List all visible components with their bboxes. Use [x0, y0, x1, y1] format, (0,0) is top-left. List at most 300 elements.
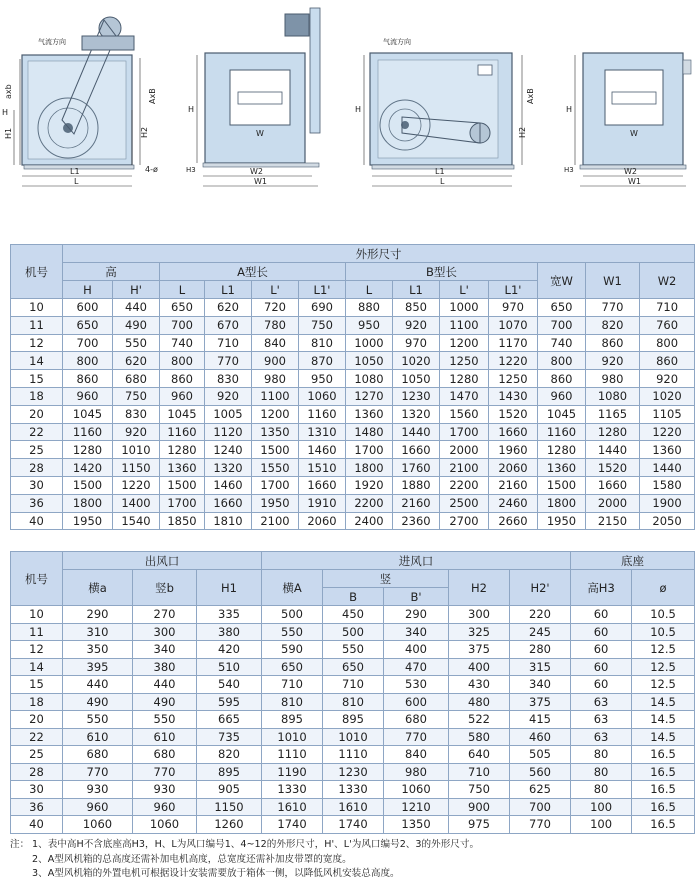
table-cell: 1850: [160, 512, 205, 530]
type-a-side-view: [2, 17, 158, 186]
table-cell: 2050: [640, 512, 695, 530]
table-cell: 1000: [440, 299, 489, 317]
table-cell: 1950: [63, 512, 113, 530]
table-cell: 550: [113, 334, 160, 352]
sub-B: B: [323, 588, 384, 606]
table-cell: 550: [262, 623, 323, 641]
table-cell: 960: [63, 387, 113, 405]
table-cell: 900: [449, 798, 510, 816]
table-cell: 800: [538, 352, 586, 370]
sub-A-L1-prime: L1': [299, 281, 346, 299]
table-cell: 1660: [393, 441, 440, 459]
table-cell: 950: [299, 370, 346, 388]
table-cell: 16.5: [632, 763, 695, 781]
table-cell: 895: [197, 763, 262, 781]
table-cell: 2100: [252, 512, 299, 530]
table-cell: 2000: [586, 494, 640, 512]
table-cell: 15: [11, 370, 63, 388]
table-row: [11, 641, 695, 659]
label-H-4: H: [566, 105, 573, 114]
table-cell: 610: [133, 728, 197, 746]
table-cell: 770: [63, 763, 133, 781]
table-cell: 1660: [586, 476, 640, 494]
table-cell: 530: [384, 676, 449, 694]
table-cell: 18: [11, 693, 63, 711]
table-cell: 270: [133, 606, 197, 624]
table-cell: 1550: [252, 459, 299, 477]
table-cell: 1240: [205, 441, 252, 459]
table-cell: 1010: [323, 728, 384, 746]
table-cell: 290: [63, 606, 133, 624]
table-cell: 800: [63, 352, 113, 370]
table-cell: 60: [571, 641, 632, 659]
table-cell: 12.5: [632, 658, 695, 676]
table-cell: 490: [63, 693, 133, 711]
table-cell: 800: [640, 334, 695, 352]
table-cell: 1230: [393, 387, 440, 405]
table-cell: 1360: [160, 459, 205, 477]
label-H-3: H: [355, 105, 362, 114]
table-cell: 1320: [393, 405, 440, 423]
table-cell: 650: [63, 316, 113, 334]
label-W2-1: W2: [250, 167, 263, 176]
label-H-1: H: [2, 108, 9, 117]
table-cell: 1160: [63, 423, 113, 441]
table-cell: 810: [262, 693, 323, 711]
table-cell: 500: [323, 623, 384, 641]
table-cell: 1220: [489, 352, 538, 370]
table-cell: 680: [63, 746, 133, 764]
sub-B-L1: L1: [393, 281, 440, 299]
table-cell: 650: [323, 658, 384, 676]
table-cell: 315: [510, 658, 571, 676]
table-cell: 895: [262, 711, 323, 729]
table-row: [11, 728, 695, 746]
table-cell: 460: [510, 728, 571, 746]
table-cell: 1100: [440, 316, 489, 334]
table-cell: 2500: [440, 494, 489, 512]
table-cell: 11: [11, 316, 63, 334]
table-cell: 1950: [538, 512, 586, 530]
table-cell: 975: [449, 816, 510, 834]
table-cell: 1610: [323, 798, 384, 816]
table-cell: 550: [63, 711, 133, 729]
table-cell: 420: [197, 641, 262, 659]
table-cell: 1660: [299, 476, 346, 494]
table-row: [11, 746, 695, 764]
label-H2-2: H2: [518, 126, 527, 138]
notes: [10, 838, 695, 882]
table-cell: 670: [205, 316, 252, 334]
table-cell: 63: [571, 711, 632, 729]
table-cell: 1700: [346, 441, 393, 459]
header-outlet: 出风口: [63, 552, 262, 570]
table-cell: 36: [11, 798, 63, 816]
table-cell: 340: [510, 676, 571, 694]
header-base: 底座: [571, 552, 695, 570]
table-cell: 920: [113, 423, 160, 441]
table-cell: 1280: [538, 441, 586, 459]
table-cell: 620: [113, 352, 160, 370]
notes-lead: 注：: [10, 839, 30, 850]
table-cell: 30: [11, 781, 63, 799]
table-cell: 1250: [489, 370, 538, 388]
table-row: [11, 676, 695, 694]
table-cell: 1250: [440, 352, 489, 370]
note-1: 1、表中高H不含底座高H3，H、L为风口编号1、4~12的外形尺寸，H'、L'为风口编号2、3的外形尺寸。: [32, 839, 480, 850]
label-W-1: W: [256, 129, 264, 138]
header-W1: W1: [586, 263, 640, 299]
table-cell: 950: [346, 316, 393, 334]
table-cell: 650: [262, 658, 323, 676]
table-cell: 750: [113, 387, 160, 405]
table-cell: 1230: [323, 763, 384, 781]
sub-A-L-prime: L': [252, 281, 299, 299]
table-cell: 820: [197, 746, 262, 764]
table-cell: 620: [205, 299, 252, 317]
table-cell: 1440: [640, 459, 695, 477]
table-cell: 830: [113, 405, 160, 423]
table-cell: 710: [323, 676, 384, 694]
label-airflow-1: 气流方向: [38, 38, 66, 46]
table-cell: 10.5: [632, 606, 695, 624]
table-cell: 60: [571, 658, 632, 676]
table-cell: 500: [262, 606, 323, 624]
table-cell: 1260: [197, 816, 262, 834]
table-cell: 2200: [346, 494, 393, 512]
table-cell: 1360: [640, 441, 695, 459]
table-row: [11, 711, 695, 729]
table-cell: 1740: [323, 816, 384, 834]
table-cell: 840: [252, 334, 299, 352]
table-cell: 1220: [113, 476, 160, 494]
table-row: [11, 423, 695, 441]
table-cell: 280: [510, 641, 571, 659]
table-cell: 510: [197, 658, 262, 676]
header-H2-prime: H2': [510, 570, 571, 606]
table-row: [11, 658, 695, 676]
table-cell: 960: [63, 798, 133, 816]
table-cell: 380: [197, 623, 262, 641]
table-cell: 1020: [393, 352, 440, 370]
table-cell: 1740: [262, 816, 323, 834]
table-cell: 1500: [538, 476, 586, 494]
table-cell: 430: [449, 676, 510, 694]
table-cell: 1270: [346, 387, 393, 405]
table-cell: 400: [384, 641, 449, 659]
label-W1-2: W1: [628, 177, 641, 186]
table-cell: 1700: [440, 423, 489, 441]
table-row: [11, 763, 695, 781]
table-cell: 810: [299, 334, 346, 352]
table-cell: 16.5: [632, 746, 695, 764]
table-cell: 25: [11, 441, 63, 459]
table-row: [11, 781, 695, 799]
table-cell: 905: [197, 781, 262, 799]
table-cell: 930: [133, 781, 197, 799]
outlet-inlet-base-table: [10, 551, 695, 834]
table-cell: 2700: [440, 512, 489, 530]
table-cell: 1330: [262, 781, 323, 799]
table-cell: 100: [571, 798, 632, 816]
table-cell: 750: [449, 781, 510, 799]
table-row: [11, 623, 695, 641]
table-cell: 490: [133, 693, 197, 711]
table-cell: 1760: [393, 459, 440, 477]
header-W2: W2: [640, 263, 695, 299]
table-cell: 770: [133, 763, 197, 781]
table-cell: 1160: [160, 423, 205, 441]
table-cell: 380: [133, 658, 197, 676]
table-cell: 810: [323, 693, 384, 711]
label-L-2: L: [440, 177, 445, 186]
table-cell: 80: [571, 746, 632, 764]
table-cell: 28: [11, 763, 63, 781]
table-cell: 1005: [205, 405, 252, 423]
table-cell: 470: [384, 658, 449, 676]
table-cell: 22: [11, 423, 63, 441]
sub-B-L: L: [346, 281, 393, 299]
table-cell: 680: [133, 746, 197, 764]
table-cell: 335: [197, 606, 262, 624]
table-row: [11, 370, 695, 388]
header-inlet: 进风口: [262, 552, 571, 570]
overall-dimensions-table: [10, 244, 695, 530]
table-cell: 590: [262, 641, 323, 659]
note-line-3: [10, 867, 695, 882]
table-cell: 1045: [538, 405, 586, 423]
table-cell: 375: [449, 641, 510, 659]
table-cell: 400: [449, 658, 510, 676]
table-cell: 1520: [586, 459, 640, 477]
table-cell: 1170: [489, 334, 538, 352]
header-H1: H1: [197, 570, 262, 606]
table-cell: 800: [160, 352, 205, 370]
table-cell: 375: [510, 693, 571, 711]
header-H2: H2: [449, 570, 510, 606]
table-cell: 505: [510, 746, 571, 764]
table-cell: 1880: [393, 476, 440, 494]
table-cell: 1420: [63, 459, 113, 477]
table-cell: 15: [11, 676, 63, 694]
table-cell: 2160: [393, 494, 440, 512]
header-type-b: B型长: [346, 263, 538, 281]
table-cell: 1000: [346, 334, 393, 352]
table-cell: 1440: [586, 441, 640, 459]
table-cell: 895: [323, 711, 384, 729]
table-cell: 60: [571, 623, 632, 641]
table-cell: 2150: [586, 512, 640, 530]
table-cell: 1105: [640, 405, 695, 423]
label-W1-1: W1: [254, 177, 267, 186]
table-cell: 1045: [63, 405, 113, 423]
header-outlet-b: 竖b: [133, 570, 197, 606]
table-cell: 710: [205, 334, 252, 352]
sub-B-prime: B': [384, 588, 449, 606]
outlet-inlet-base-body: [11, 606, 695, 834]
table-cell: 40: [11, 816, 63, 834]
overall-dimensions-body: [11, 299, 695, 530]
table-cell: 18: [11, 387, 63, 405]
sub-H: H: [63, 281, 113, 299]
table-cell: 2360: [393, 512, 440, 530]
table-cell: 830: [205, 370, 252, 388]
table-cell: 700: [510, 798, 571, 816]
table-cell: 770: [510, 816, 571, 834]
header-overall: 外形尺寸: [63, 245, 695, 263]
header-phi: ø: [632, 570, 695, 606]
table-cell: 2100: [440, 459, 489, 477]
table-cell: 490: [113, 316, 160, 334]
table-cell: 1150: [197, 798, 262, 816]
table-cell: 930: [63, 781, 133, 799]
table-row: [11, 387, 695, 405]
table-cell: 850: [393, 299, 440, 317]
label-L1-2: L1: [435, 167, 445, 176]
table-cell: 1470: [440, 387, 489, 405]
table-cell: 2060: [489, 459, 538, 477]
note-line-1: [10, 838, 695, 853]
table-cell: 1500: [252, 441, 299, 459]
table-cell: 1110: [323, 746, 384, 764]
table-cell: 1150: [113, 459, 160, 477]
table-cell: 1520: [489, 405, 538, 423]
label-W2-2: W2: [624, 167, 637, 176]
table-cell: 1430: [489, 387, 538, 405]
table-cell: 1810: [205, 512, 252, 530]
table-row: [11, 798, 695, 816]
table-cell: 970: [489, 299, 538, 317]
table-cell: 14.5: [632, 711, 695, 729]
label-W-2: W: [630, 129, 638, 138]
table-cell: 1080: [586, 387, 640, 405]
table-cell: 2200: [440, 476, 489, 494]
table-cell: 1510: [299, 459, 346, 477]
table-cell: 1910: [299, 494, 346, 512]
table-cell: 735: [197, 728, 262, 746]
table-cell: 12.5: [632, 676, 695, 694]
table-cell: 650: [538, 299, 586, 317]
table-cell: 980: [384, 763, 449, 781]
header-inlet-vertical: 竖: [323, 570, 449, 588]
sub-H-prime: H': [113, 281, 160, 299]
table-cell: 1070: [489, 316, 538, 334]
table-cell: 1190: [262, 763, 323, 781]
table-cell: 2060: [299, 512, 346, 530]
table-cell: 720: [252, 299, 299, 317]
table-cell: 440: [133, 676, 197, 694]
table-cell: 840: [384, 746, 449, 764]
table-cell: 450: [323, 606, 384, 624]
table-cell: 640: [449, 746, 510, 764]
table-row: [11, 441, 695, 459]
table-cell: 1560: [440, 405, 489, 423]
sub-B-L-prime: L': [440, 281, 489, 299]
table-cell: 610: [63, 728, 133, 746]
table-cell: 16.5: [632, 798, 695, 816]
table-row: [11, 299, 695, 317]
header-H3: 高H3: [571, 570, 632, 606]
table-cell: 80: [571, 781, 632, 799]
label-H3-2: H3: [564, 166, 574, 174]
table-row: [11, 693, 695, 711]
table-cell: 700: [63, 334, 113, 352]
table-cell: 20: [11, 711, 63, 729]
label-H2-1: H2: [140, 126, 149, 138]
table-cell: 40: [11, 512, 63, 530]
label-AxB-2: AxB: [526, 88, 535, 104]
table-cell: 2660: [489, 512, 538, 530]
table-cell: 1500: [63, 476, 113, 494]
table-cell: 30: [11, 476, 63, 494]
table-cell: 1280: [63, 441, 113, 459]
table-cell: 870: [299, 352, 346, 370]
table-cell: 1800: [538, 494, 586, 512]
table-cell: 920: [640, 370, 695, 388]
table-cell: 440: [63, 676, 133, 694]
table-cell: 710: [262, 676, 323, 694]
table-cell: 1660: [489, 423, 538, 441]
table-cell: 1500: [160, 476, 205, 494]
table-cell: 920: [586, 352, 640, 370]
table-cell: 14: [11, 658, 63, 676]
table-cell: 1060: [63, 816, 133, 834]
col-model: 机号: [11, 245, 63, 299]
table-cell: 1165: [586, 405, 640, 423]
table-cell: 600: [384, 693, 449, 711]
table-cell: 700: [160, 316, 205, 334]
table-cell: 28: [11, 459, 63, 477]
table-cell: 22: [11, 728, 63, 746]
table-cell: 1920: [346, 476, 393, 494]
table-cell: 522: [449, 711, 510, 729]
label-H-2: H: [188, 105, 195, 114]
table-cell: 860: [586, 334, 640, 352]
header-inlet-A: 横A: [262, 570, 323, 606]
table-cell: 700: [538, 316, 586, 334]
label-airflow-2: 气流方向: [383, 38, 411, 46]
sub-B-L1-prime: L1': [489, 281, 538, 299]
table-cell: 300: [449, 606, 510, 624]
table-cell: 860: [538, 370, 586, 388]
table-cell: 1540: [113, 512, 160, 530]
table-cell: 560: [510, 763, 571, 781]
table-cell: 1280: [160, 441, 205, 459]
table-cell: 10: [11, 606, 63, 624]
table-cell: 14.5: [632, 728, 695, 746]
note-3: 3、A型风机箱的外置电机可根据设计安装需要放于箱体一侧，以降低风机安装总高度。: [32, 868, 400, 879]
label-L-1: L: [74, 177, 79, 186]
table-cell: 245: [510, 623, 571, 641]
table-cell: 310: [63, 623, 133, 641]
type-a-front-view: [186, 8, 320, 186]
table-cell: 1010: [262, 728, 323, 746]
table-cell: 1460: [205, 476, 252, 494]
table-cell: 12: [11, 334, 63, 352]
table-cell: 325: [449, 623, 510, 641]
table-cell: 480: [449, 693, 510, 711]
table-cell: 1700: [160, 494, 205, 512]
table-cell: 1360: [346, 405, 393, 423]
table-cell: 11: [11, 623, 63, 641]
table-cell: 14.5: [632, 693, 695, 711]
table-cell: 25: [11, 746, 63, 764]
table-row: [11, 334, 695, 352]
header-height: 高: [63, 263, 160, 281]
table-cell: 1700: [252, 476, 299, 494]
label-H3-1: H3: [186, 166, 196, 174]
table-cell: 1280: [586, 423, 640, 441]
